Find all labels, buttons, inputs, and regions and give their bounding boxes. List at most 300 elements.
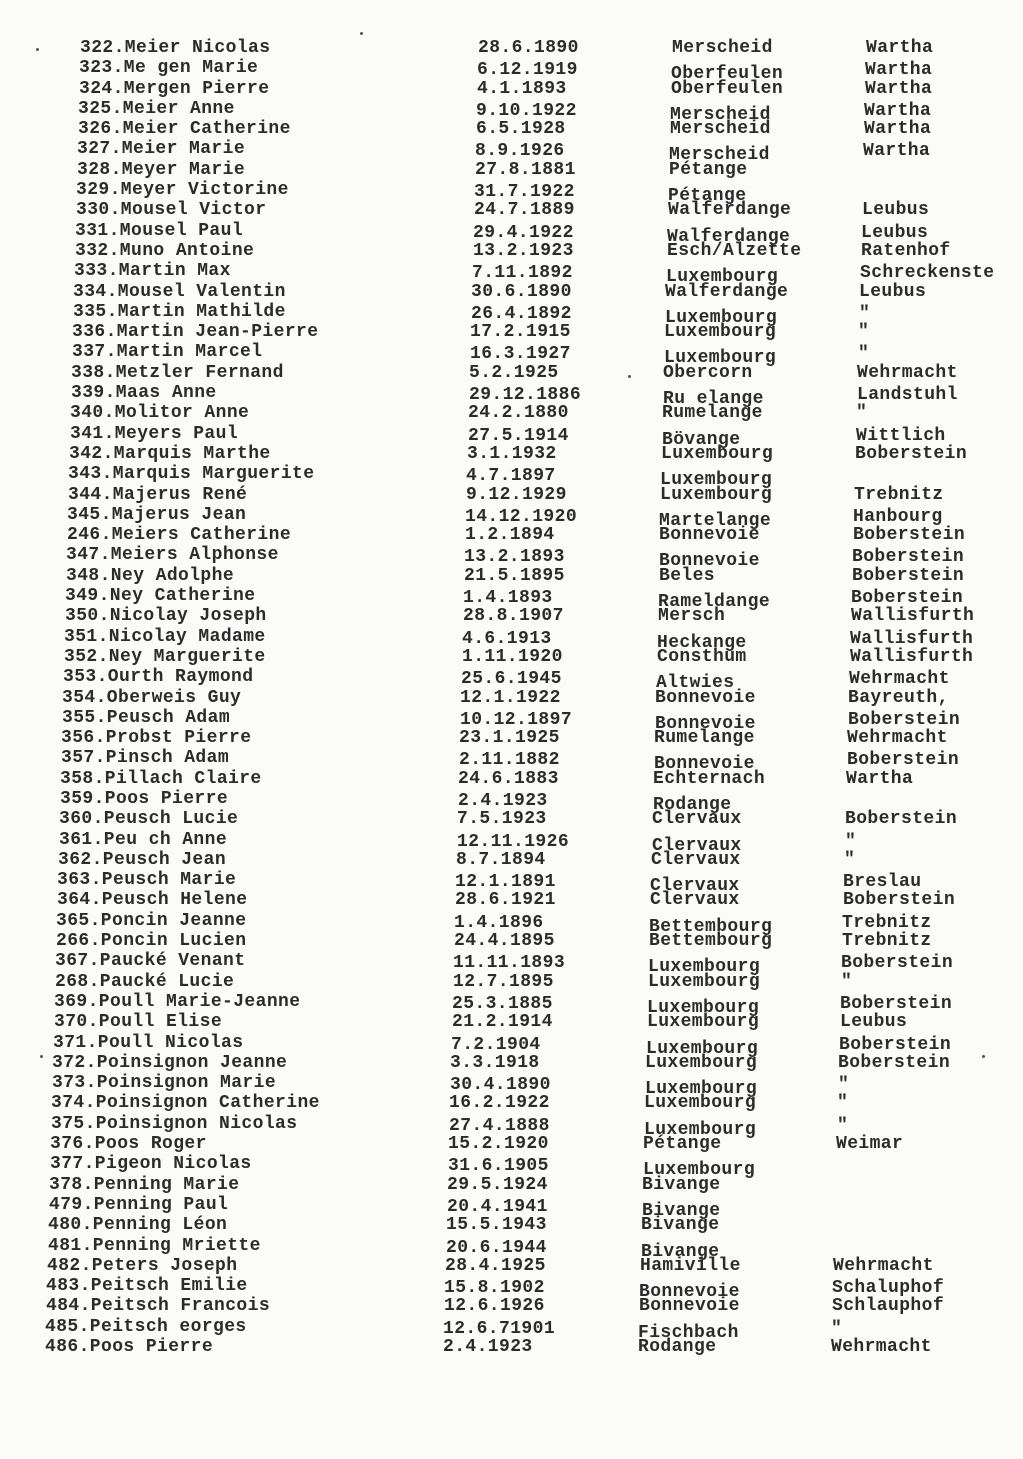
camp-location: Wartha (846, 768, 914, 789)
birth-date: 3.3.1918 (450, 1052, 540, 1073)
birth-date: 21.2.1914 (452, 1012, 553, 1033)
person-name: 342.Marquis Marthe (69, 443, 271, 464)
person-name: 341.Meyers Paul (70, 423, 239, 444)
birth-place: Luxembourg (648, 971, 761, 992)
camp-location: " (838, 1075, 850, 1096)
birth-place: Walferdange (665, 281, 789, 302)
person-name: 361.Peu ch Anne (59, 829, 228, 850)
table-row (0, 241, 1023, 261)
table-row (0, 485, 1023, 505)
birth-place: Walferdange (667, 226, 791, 247)
person-name: 347.Meiers Alphonse (66, 545, 279, 566)
birth-date: 27.5.1914 (468, 425, 569, 446)
camp-location: Schreckenste (860, 263, 995, 284)
person-name: 328.Meyer Marie (77, 159, 246, 180)
table-row (0, 991, 1023, 1018)
person-name: 355.Peusch Adam (62, 707, 231, 728)
camp-location: " (858, 344, 870, 365)
person-name: 334.Mousel Valentin (73, 281, 286, 302)
birth-place: Obercorn (663, 362, 753, 383)
camp-location: Breslau (843, 872, 922, 893)
person-name: 482.Peters Joseph (47, 1255, 238, 1276)
birth-place: Hamiville (640, 1255, 741, 1276)
birth-date: 12.6.1926 (444, 1296, 545, 1317)
table-row (0, 1316, 1023, 1343)
person-name: 330.Mousel Victor (76, 200, 267, 221)
person-name: 371.Poull Nicolas (53, 1032, 244, 1053)
birth-place: Bonnevoie (655, 713, 756, 734)
birth-date: 30.4.1890 (450, 1075, 551, 1096)
birth-date: 13.2.1893 (464, 547, 565, 568)
camp-location: Landstuhl (857, 385, 958, 406)
birth-date: 1.4.1896 (454, 912, 544, 933)
table-row (0, 464, 1023, 491)
birth-date: 12.6.71901 (443, 1318, 556, 1339)
camp-location: Wartha (863, 141, 931, 162)
birth-date: 29.5.1924 (447, 1174, 548, 1195)
birth-place: Ru elange (663, 389, 764, 410)
table-row (0, 1194, 1023, 1221)
table-row (0, 748, 1023, 775)
person-name: 364.Peusch Helene (57, 890, 248, 911)
table-row (0, 566, 1023, 586)
table-row (0, 1154, 1023, 1181)
person-name: 333.Martin Max (74, 261, 231, 282)
table-row (0, 647, 1023, 667)
birth-place: Beles (659, 565, 716, 586)
person-name: 323.Me gen Marie (79, 58, 259, 79)
paper-speck (628, 375, 631, 378)
table-row (0, 1113, 1023, 1140)
birth-place: Bettembourg (649, 916, 773, 937)
person-name: 375.Poinsignon Nicolas (51, 1113, 298, 1134)
camp-location: Trebnitz (842, 931, 932, 952)
table-row (0, 180, 1023, 207)
table-row (0, 261, 1023, 288)
paper-speck (982, 1055, 985, 1058)
table-row (0, 220, 1023, 247)
birth-place: Bonnevoie (654, 754, 755, 775)
person-name: 350.Nicolay Joseph (65, 606, 267, 627)
camp-location: Boberstein (848, 709, 961, 730)
birth-place: Bonnevoie (659, 525, 760, 546)
birth-date: 24.7.1889 (474, 200, 575, 221)
person-name: 479.Penning Paul (49, 1194, 229, 1215)
table-row (0, 363, 1023, 383)
table-row (0, 545, 1023, 572)
birth-date: 29.12.1886 (469, 385, 582, 406)
camp-location: Leubus (840, 1012, 908, 1033)
person-name: 373.Poinsignon Marie (52, 1073, 277, 1094)
birth-date: 29.4.1922 (473, 222, 574, 243)
table-row (0, 667, 1023, 694)
camp-location: " (858, 322, 870, 343)
birth-date: 21.5.1895 (464, 565, 565, 586)
birth-date: 12.1.1891 (455, 872, 556, 893)
person-name: 344.Majerus René (68, 484, 248, 505)
table-row (0, 1032, 1023, 1059)
person-name: 326.Meier Catherine (78, 119, 291, 140)
table-row (0, 769, 1023, 789)
birth-place: Rodange (638, 1337, 717, 1357)
birth-place: Luxembourg (647, 997, 760, 1018)
birth-place: Rumelange (662, 403, 763, 424)
birth-place: Rumelange (654, 728, 755, 749)
birth-place: Luxembourg (661, 443, 774, 464)
birth-place: Merscheid (669, 145, 770, 166)
birth-date: 24.2.1880 (468, 403, 569, 424)
table-row (0, 525, 1023, 545)
birth-place: Luxembourg (645, 1052, 758, 1073)
birth-place: Merscheid (670, 104, 771, 125)
paper-speck (36, 48, 39, 51)
person-name: 358.Pillach Claire (60, 768, 262, 789)
birth-date: 14.12.1920 (465, 506, 578, 527)
table-row (0, 342, 1023, 369)
camp-location: Boberstein (852, 565, 965, 586)
birth-place: Clervaux (650, 876, 740, 897)
table-row (0, 38, 1023, 58)
birth-date: 23.1.1925 (459, 728, 560, 749)
table-row (0, 322, 1023, 342)
birth-place: Clervaux (652, 835, 742, 856)
table-row (0, 1073, 1023, 1100)
birth-date: 28.6.1890 (478, 38, 579, 58)
person-name: 322.Meier Nicolas (80, 38, 271, 58)
camp-location: Hanbourg (853, 506, 943, 527)
birth-place: Pétange (669, 159, 748, 180)
birth-date: 1.2.1894 (465, 525, 555, 546)
camp-location: Boberstein (840, 993, 953, 1014)
person-name: 266.Poncin Lucien (56, 931, 247, 952)
table-row (0, 809, 1023, 829)
camp-location: Wittlich (856, 425, 946, 446)
camp-location: " (831, 1318, 843, 1339)
person-name: 377.Pigeon Nicolas (50, 1154, 252, 1175)
table-row (0, 200, 1023, 220)
table-row (0, 98, 1023, 125)
birth-place: Bivange (642, 1174, 721, 1195)
birth-place: Luxembourg (660, 484, 773, 505)
camp-location: Boberstein (838, 1052, 951, 1073)
birth-date: 11.11.1893 (453, 953, 566, 974)
camp-location: " (844, 849, 856, 870)
birth-place: Bonnevoie (655, 687, 756, 708)
camp-location: Boberstein (839, 1034, 952, 1055)
birth-place: Bonnevoie (639, 1296, 740, 1317)
birth-place: Bivange (641, 1241, 720, 1262)
birth-place: Luxembourg (664, 322, 777, 343)
birth-date: 27.8.1881 (475, 159, 576, 180)
table-row (0, 1235, 1023, 1262)
camp-location: Schaluphof (832, 1278, 945, 1299)
birth-date: 2.4.1923 (443, 1337, 533, 1357)
person-name: 480.Penning Léon (48, 1215, 228, 1236)
person-name: 325.Meier Anne (78, 98, 235, 119)
person-name: 362.Peusch Jean (58, 849, 227, 870)
birth-date: 24.6.1883 (458, 768, 559, 789)
birth-place: Luxembourg (644, 1093, 757, 1114)
birth-date: 1.11.1920 (462, 646, 563, 667)
birth-place: Luxembourg (644, 1119, 757, 1140)
birth-place: Merscheid (672, 38, 773, 58)
person-name: 481.Penning Mriette (48, 1235, 261, 1256)
camp-location: Bayreuth, (848, 687, 949, 708)
person-name: 335.Martin Mathilde (73, 301, 286, 322)
birth-date: 6.12.1919 (477, 60, 578, 81)
birth-date: 5.2.1925 (469, 362, 559, 383)
table-row (0, 606, 1023, 626)
person-name: 268.Paucké Lucie (55, 971, 235, 992)
birth-date: 16.3.1927 (470, 344, 571, 365)
birth-date: 8.7.1894 (456, 849, 546, 870)
person-name: 332.Muno Antoine (75, 240, 255, 261)
camp-location: Wartha (866, 38, 934, 58)
table-row (0, 504, 1023, 531)
birth-place: Bivange (642, 1200, 721, 1221)
birth-date: 3.1.1932 (467, 443, 557, 464)
birth-place: Fischbach (638, 1322, 739, 1343)
paper-speck (360, 32, 363, 35)
table-row (0, 910, 1023, 937)
table-row (0, 79, 1023, 99)
camp-location: Wallisfurth (850, 646, 974, 667)
birth-place: Mersch (658, 606, 726, 627)
person-name: 351.Nicolay Madame (64, 626, 266, 647)
table-row (0, 728, 1023, 748)
table-row (0, 829, 1023, 856)
birth-place: Rodange (653, 794, 732, 815)
birth-date: 31.6.1905 (448, 1156, 549, 1177)
birth-place: Luxembourg (666, 267, 779, 288)
camp-location: Boberstein (841, 953, 954, 974)
birth-place: Clervaux (650, 890, 740, 911)
camp-location: Leubus (859, 281, 927, 302)
birth-place: Esch/Alzette (667, 240, 802, 261)
birth-place: Oberfeulen (671, 64, 784, 85)
birth-date: 16.2.1922 (449, 1093, 550, 1114)
birth-place: Consthum (657, 646, 747, 667)
person-name: 329.Meyer Victorine (76, 180, 289, 201)
birth-date: 12.11.1926 (457, 831, 570, 852)
table-row (0, 282, 1023, 302)
birth-place: Luxembourg (665, 307, 778, 328)
birth-place: Martelange (659, 510, 772, 531)
birth-date: 6.5.1928 (476, 119, 566, 140)
camp-location: Boberstein (855, 443, 968, 464)
camp-location: Wartha (864, 100, 932, 121)
person-name: 363.Peusch Marie (57, 870, 237, 891)
person-name: 369.Poull Marie-Jeanne (54, 991, 301, 1012)
camp-location: Wartha (865, 78, 933, 99)
birth-place: Bettembourg (649, 931, 773, 952)
birth-date: 27.4.1888 (449, 1115, 550, 1136)
person-name: 485.Peitsch eorges (45, 1316, 247, 1337)
person-name: 339.Maas Anne (71, 383, 217, 404)
person-name: 378.Penning Marie (49, 1174, 240, 1195)
birth-date: 2.11.1882 (459, 750, 560, 771)
birth-place: Merscheid (670, 119, 771, 140)
birth-date: 15.5.1943 (446, 1215, 547, 1236)
person-name: 337.Martin Marcel (72, 342, 263, 363)
birth-place: Luxembourg (643, 1160, 756, 1181)
birth-date: 4.6.1913 (462, 628, 552, 649)
birth-place: Luxembourg (647, 1012, 760, 1033)
person-name: 353.Ourth Raymond (63, 667, 254, 688)
camp-location: Ratenhof (861, 240, 951, 261)
person-name: 365.Poncin Jeanne (56, 910, 247, 931)
birth-date: 28.8.1907 (463, 606, 564, 627)
table-row (0, 1012, 1023, 1032)
camp-location: Wehrmacht (831, 1337, 932, 1357)
birth-date: 17.2.1915 (470, 322, 571, 343)
birth-date: 2.4.1923 (458, 790, 548, 811)
birth-place: Luxembourg (646, 1038, 759, 1059)
birth-date: 10.12.1897 (460, 709, 573, 730)
camp-location: Wartha (864, 119, 932, 140)
birth-place: Luxembourg (645, 1079, 758, 1100)
birth-date: 26.4.1892 (471, 303, 572, 324)
person-name: 338.Metzler Fernand (71, 362, 284, 383)
camp-location: Boberstein (852, 547, 965, 568)
birth-date: 12.1.1922 (460, 687, 561, 708)
person-name: 348.Ney Adolphe (66, 565, 235, 586)
table-row (0, 1093, 1023, 1113)
camp-location: Weimar (836, 1134, 904, 1155)
birth-place: Walferdange (668, 200, 792, 221)
camp-location: Wehrmacht (847, 728, 948, 749)
table-row (0, 1337, 1023, 1357)
birth-date: 9.12.1929 (466, 484, 567, 505)
birth-date: 1.4.1893 (463, 588, 553, 609)
table-row (0, 951, 1023, 978)
person-name: 336.Martin Jean-Pierre (72, 322, 319, 343)
table-row (0, 788, 1023, 815)
birth-place: Bonnevoie (639, 1282, 740, 1303)
person-name: 486.Poos Pierre (45, 1337, 214, 1357)
birth-place: Heckange (657, 632, 747, 653)
person-name: 340.Molitor Anne (70, 403, 250, 424)
birth-date: 15.8.1902 (444, 1278, 545, 1299)
table-row (0, 1053, 1023, 1073)
camp-location: Trebnitz (854, 484, 944, 505)
person-name: 349.Ney Catherine (65, 586, 256, 607)
person-name: 374.Poinsignon Catherine (51, 1093, 320, 1114)
birth-place: Pétange (643, 1134, 722, 1155)
birth-date: 7.11.1892 (472, 263, 573, 284)
person-name: 331.Mousel Paul (75, 220, 244, 241)
birth-date: 4.1.1893 (477, 78, 567, 99)
table-row (0, 688, 1023, 708)
birth-date: 15.2.1920 (448, 1134, 549, 1155)
birth-date: 25.6.1945 (461, 669, 562, 690)
camp-location: Wehrmacht (833, 1255, 934, 1276)
birth-place: Clervaux (651, 849, 741, 870)
birth-place: Bövange (662, 429, 741, 450)
person-name: 367.Paucké Venant (55, 951, 246, 972)
table-row (0, 626, 1023, 653)
table-row (0, 931, 1023, 951)
birth-place: Pétange (668, 186, 747, 207)
birth-place: Oberfeulen (671, 78, 784, 99)
table-row (0, 972, 1023, 992)
table-row (0, 383, 1023, 410)
birth-date: 31.7.1922 (474, 182, 575, 203)
person-name: 360.Peusch Lucie (59, 809, 239, 830)
birth-date: 7.2.1904 (451, 1034, 541, 1055)
camp-location: Boberstein (851, 588, 964, 609)
person-name: 345.Majerus Jean (67, 504, 247, 525)
table-row (0, 119, 1023, 139)
table-row (0, 444, 1023, 464)
birth-date: 28.6.1921 (455, 890, 556, 911)
camp-location: Leubus (862, 200, 930, 221)
birth-date: 12.7.1895 (453, 971, 554, 992)
camp-location: Wehrmacht (857, 362, 958, 383)
person-name: 354.Oberweis Guy (62, 687, 242, 708)
table-row (0, 586, 1023, 613)
birth-place: Altwies (656, 673, 735, 694)
table-row (0, 403, 1023, 423)
table-row (0, 1175, 1023, 1195)
table-row (0, 1215, 1023, 1235)
table-row (0, 160, 1023, 180)
birth-place: Luxembourg (664, 348, 777, 369)
table-row (0, 870, 1023, 897)
birth-place: Luxembourg (660, 470, 773, 491)
birth-date: 28.4.1925 (445, 1255, 546, 1276)
camp-location: " (859, 303, 871, 324)
person-name: 343.Marquis Marguerite (68, 464, 315, 485)
table-row (0, 301, 1023, 328)
camp-location: Wartha (865, 60, 933, 81)
camp-location: Boberstein (845, 809, 958, 830)
camp-location: Wallisfurth (851, 606, 975, 627)
camp-location: Wallisfurth (850, 628, 974, 649)
camp-location: " (837, 1093, 849, 1114)
birth-date: 13.2.1923 (473, 240, 574, 261)
birth-date: 4.7.1897 (466, 466, 556, 487)
birth-date: 8.9.1926 (475, 141, 565, 162)
person-name: 327.Meier Marie (77, 139, 246, 160)
camp-location: Boberstein (853, 525, 966, 546)
camp-location: Boberstein (843, 890, 956, 911)
birth-place: Bivange (641, 1215, 720, 1236)
birth-place: Echternach (653, 768, 766, 789)
person-name: 483.Peitsch Emilie (46, 1276, 248, 1297)
register-table (0, 38, 1023, 1357)
person-name: 356.Probst Pierre (61, 728, 252, 749)
camp-location: Boberstein (847, 750, 960, 771)
birth-place: Luxembourg (648, 957, 761, 978)
birth-place: Clervaux (652, 809, 742, 830)
person-name: 484.Peitsch Francois (46, 1296, 271, 1317)
birth-date: 7.5.1923 (457, 809, 547, 830)
person-name: 359.Poos Pierre (60, 788, 229, 809)
paper-speck (40, 1055, 43, 1058)
person-name: 324.Mergen Pierre (79, 78, 270, 99)
birth-date: 25.3.1885 (452, 993, 553, 1014)
birth-date: 20.4.1941 (447, 1196, 548, 1217)
table-row (0, 1276, 1023, 1303)
person-name: 352.Ney Marguerite (64, 646, 266, 667)
camp-location: Wehrmacht (849, 669, 950, 690)
table-row (0, 707, 1023, 734)
table-row (0, 139, 1023, 166)
table-row (0, 1296, 1023, 1316)
person-name: 372.Poinsignon Jeanne (52, 1052, 288, 1073)
camp-location: " (841, 971, 853, 992)
